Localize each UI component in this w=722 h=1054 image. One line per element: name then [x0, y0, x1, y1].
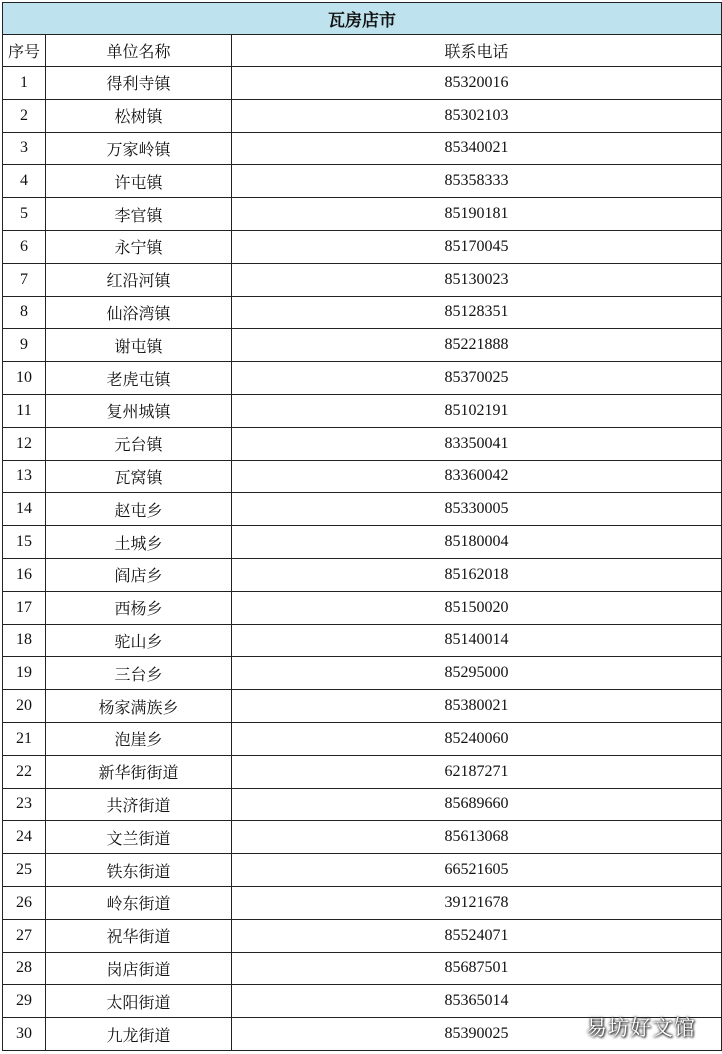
cell-phone: 83350041: [232, 427, 722, 460]
cell-index: 17: [3, 591, 46, 624]
cell-index: 18: [3, 624, 46, 657]
cell-unit-name: 太阳街道: [46, 985, 232, 1018]
table-row: [3, 263, 722, 296]
table-title: 瓦房店市: [3, 3, 722, 35]
cell-index: 5: [3, 198, 46, 231]
cell-unit-name: 松树镇: [46, 99, 232, 132]
cell-phone: 85524071: [232, 919, 722, 952]
cell-unit-name: 李官镇: [46, 198, 232, 231]
cell-index: 23: [3, 788, 46, 821]
table-row: [3, 329, 722, 362]
table-row: [3, 460, 722, 493]
table-row: [3, 165, 722, 198]
table-row: [3, 952, 722, 985]
cell-unit-name: 万家岭镇: [46, 132, 232, 165]
cell-index: 27: [3, 919, 46, 952]
cell-unit-name: 瓦窝镇: [46, 460, 232, 493]
table-row: [3, 198, 722, 231]
cell-unit-name: 红沿河镇: [46, 263, 232, 296]
cell-phone: 85170045: [232, 230, 722, 263]
cell-unit-name: 元台镇: [46, 427, 232, 460]
cell-unit-name: 谢屯镇: [46, 329, 232, 362]
table-row: [3, 230, 722, 263]
table-row: [3, 493, 722, 526]
table-row: [3, 591, 722, 624]
cell-index: 11: [3, 394, 46, 427]
cell-index: 20: [3, 690, 46, 723]
cell-unit-name: 杨家满族乡: [46, 690, 232, 723]
table-row: [3, 722, 722, 755]
cell-index: 25: [3, 854, 46, 887]
header-unit-name: 单位名称: [46, 35, 232, 67]
cell-unit-name: 共济街道: [46, 788, 232, 821]
cell-index: 6: [3, 230, 46, 263]
cell-phone: 85150020: [232, 591, 722, 624]
cell-index: 4: [3, 165, 46, 198]
cell-unit-name: 文兰街道: [46, 821, 232, 854]
cell-phone: 85613068: [232, 821, 722, 854]
cell-phone: 39121678: [232, 886, 722, 919]
table-row: [3, 886, 722, 919]
cell-phone: 85128351: [232, 296, 722, 329]
cell-phone: 85365014: [232, 985, 722, 1018]
cell-index: 8: [3, 296, 46, 329]
cell-phone: 83360042: [232, 460, 722, 493]
cell-index: 22: [3, 755, 46, 788]
cell-unit-name: 岭东街道: [46, 886, 232, 919]
cell-phone: 85302103: [232, 99, 722, 132]
cell-unit-name: 九龙街道: [46, 1018, 232, 1051]
cell-index: 15: [3, 526, 46, 559]
cell-unit-name: 新华街街道: [46, 755, 232, 788]
table-row: [3, 296, 722, 329]
table-row: [3, 67, 722, 100]
cell-unit-name: 驼山乡: [46, 624, 232, 657]
cell-phone: 85190181: [232, 198, 722, 231]
table-row: [3, 132, 722, 165]
cell-unit-name: 赵屯乡: [46, 493, 232, 526]
watermark-text: 易坊好文馆: [586, 1016, 696, 1040]
table-row: [3, 788, 722, 821]
table-row: [3, 657, 722, 690]
cell-unit-name: 复州城镇: [46, 394, 232, 427]
cell-unit-name: 仙浴湾镇: [46, 296, 232, 329]
table-row: [3, 526, 722, 559]
cell-index: 26: [3, 886, 46, 919]
cell-index: 3: [3, 132, 46, 165]
contact-table: [2, 2, 722, 1051]
cell-phone: 85221888: [232, 329, 722, 362]
cell-unit-name: 得利寺镇: [46, 67, 232, 100]
cell-unit-name: 铁东街道: [46, 854, 232, 887]
cell-unit-name: 许屯镇: [46, 165, 232, 198]
cell-unit-name: 土城乡: [46, 526, 232, 559]
cell-phone: 85358333: [232, 165, 722, 198]
cell-phone: 62187271: [232, 755, 722, 788]
cell-phone: 85390025: [232, 1018, 722, 1051]
table-body: [3, 67, 722, 1051]
cell-index: 16: [3, 558, 46, 591]
cell-phone: 85295000: [232, 657, 722, 690]
cell-index: 1: [3, 67, 46, 100]
table-row: [3, 99, 722, 132]
cell-phone: 85130023: [232, 263, 722, 296]
cell-index: 9: [3, 329, 46, 362]
table-row: [3, 821, 722, 854]
table-row: [3, 690, 722, 723]
cell-index: 30: [3, 1018, 46, 1051]
header-index: 序号: [3, 35, 46, 67]
cell-unit-name: 祝华街道: [46, 919, 232, 952]
cell-phone: 66521605: [232, 854, 722, 887]
cell-index: 2: [3, 99, 46, 132]
table-row: [3, 919, 722, 952]
cell-unit-name: 阎店乡: [46, 558, 232, 591]
cell-index: 12: [3, 427, 46, 460]
cell-index: 14: [3, 493, 46, 526]
cell-index: 21: [3, 722, 46, 755]
cell-index: 19: [3, 657, 46, 690]
cell-index: 13: [3, 460, 46, 493]
cell-unit-name: 老虎屯镇: [46, 362, 232, 395]
table-row: [3, 362, 722, 395]
cell-phone: 85240060: [232, 722, 722, 755]
cell-unit-name: 三台乡: [46, 657, 232, 690]
table-row: [3, 558, 722, 591]
table-row: [3, 394, 722, 427]
table-row: [3, 427, 722, 460]
cell-phone: 85330005: [232, 493, 722, 526]
cell-phone: 85320016: [232, 67, 722, 100]
cell-phone: 85340021: [232, 132, 722, 165]
cell-unit-name: 西杨乡: [46, 591, 232, 624]
cell-unit-name: 岗店街道: [46, 952, 232, 985]
cell-phone: 85102191: [232, 394, 722, 427]
cell-phone: 85689660: [232, 788, 722, 821]
cell-phone: 85180004: [232, 526, 722, 559]
cell-unit-name: 泡崖乡: [46, 722, 232, 755]
cell-index: 24: [3, 821, 46, 854]
cell-phone: 85370025: [232, 362, 722, 395]
cell-index: 29: [3, 985, 46, 1018]
cell-phone: 85162018: [232, 558, 722, 591]
cell-index: 28: [3, 952, 46, 985]
table-row: [3, 624, 722, 657]
cell-phone: 85140014: [232, 624, 722, 657]
cell-unit-name: 永宁镇: [46, 230, 232, 263]
cell-index: 10: [3, 362, 46, 395]
table-row: [3, 854, 722, 887]
cell-phone: 85380021: [232, 690, 722, 723]
header-phone: 联系电话: [232, 35, 722, 67]
cell-phone: 85687501: [232, 952, 722, 985]
table-row: [3, 755, 722, 788]
cell-index: 7: [3, 263, 46, 296]
